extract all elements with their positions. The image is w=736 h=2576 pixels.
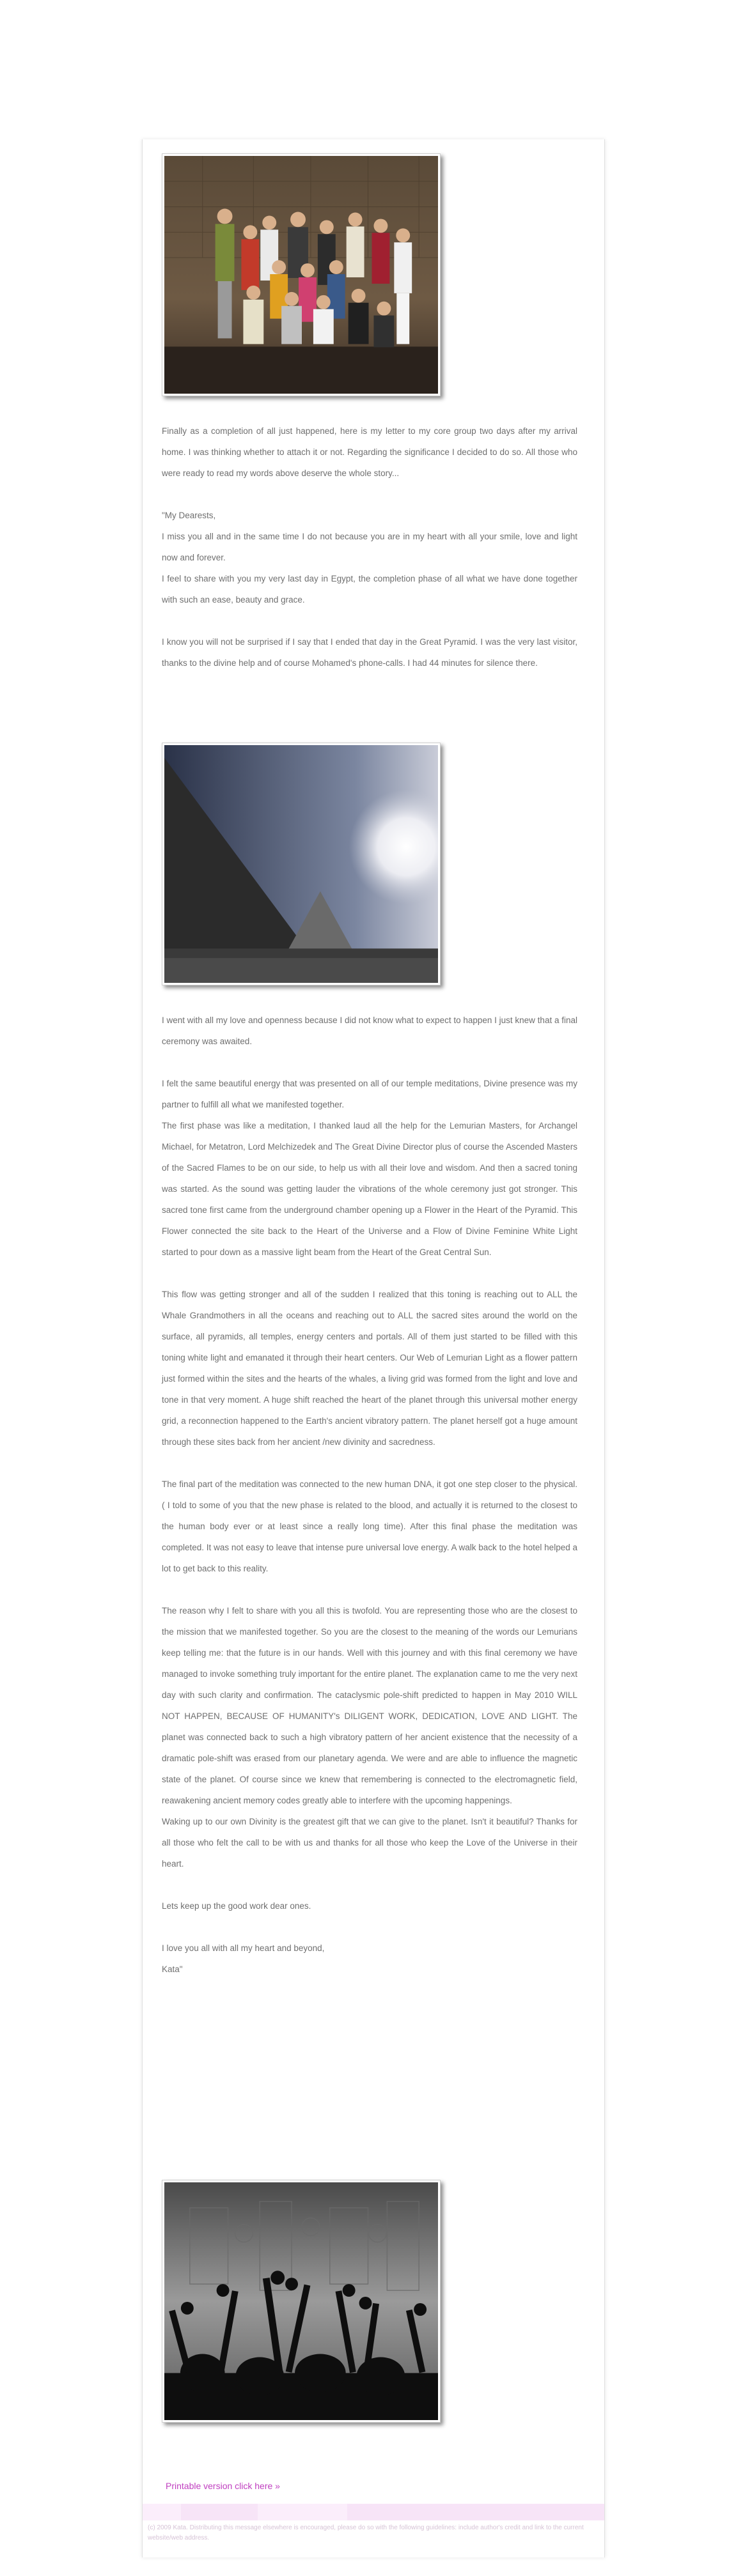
signature-kata: Kata" <box>162 1964 183 1974</box>
paragraph-intro: Finally as a completion of all just happened, here is my letter to my core group two days after my arrival home. I was thinking whether to attach it or not. Regarding the significance I decided to do so. All those who were ready to read my words above deserve the whole story... <box>162 426 577 478</box>
paragraph-flow: This flow was getting stronger and all of the sudden I realized that this toning is reaching out to ALL the Whale Grandmothers in all the oceans and reaching out to ALL the sacred sites around the world on the surface, all pyramids, all temples, energy centers and portals. All of them just started to be filled with this toning white light and emanated it through their heart centers. Our Web of Lemurian Light as a flower pattern just formed within the sites and the hearts of the whales, a living grid was formed from the light and love and tone in that very moment. A huge shift reached the heart of the planet through this universal mother energy grid, a reconnection happened to the Earth's ancient vibratory pattern. The planet herself got a huge amount through these sites back from her ancient /new divinity and sacredness. <box>162 1290 577 1447</box>
footer-bar <box>143 2504 604 2520</box>
paragraph-love-you: I love you all with all my heart and beyond, <box>162 1943 325 1953</box>
intro-paragraph <box>162 420 577 674</box>
paragraph-final-part: The final part of the meditation was connected to the new human DNA, it got one step closer to the physical. ( I told to some of you that the new phase is related to the blood, and actually it is returned to the closest to the human body ever or at least since a really long time). After this final phase the meditation was completed. It was not easy to leave that intense pure universal love energy. A walk back to the hotel helped a lot to get back to this reality. <box>162 1479 577 1573</box>
pyramid-photo <box>162 743 441 985</box>
hands-photo <box>162 2180 441 2423</box>
paragraph-same-energy: I felt the same beautiful energy that was presented on all of our temple meditations, Divine presence was my partner to fulfill all what we manifested together. <box>162 1079 577 1109</box>
footer-note: (c) 2009 Kata. Distributing this message elsewhere is encouraged, please do so with the following guidelines: include author's credit and link to the current website/web address. <box>148 2524 584 2541</box>
paragraph-waking-up: Waking up to our own Divinity is the greatest gift that we can give to the planet. Isn't it beautiful? Thanks for all those who felt the call to be with us and thanks for all those who keep the Love of the Universe in their heart. <box>162 1817 577 1869</box>
paragraph-greeting: "My Dearests, <box>162 511 216 520</box>
group-photo-image <box>164 156 438 394</box>
paragraph-good-work: Lets keep up the good work dear ones. <box>162 1901 311 1911</box>
paragraph-miss-you: I miss you all and in the same time I do not because you are in my heart with all your smile, love and light now and forever. <box>162 532 577 562</box>
paragraph-reason: The reason why I felt to share with you all this is twofold. You are representing those who are the closest to the mission that we manifested together. So you are the closest to the meaning of the words our Lemurians keep telling me: that the future is in our hands. Well with this journey and with this final ceremony we have managed to invoke something truly important for the entire planet. The explanation came to me the very next day with such clarity and confirmation. The cataclysmic pole-shift predicted to happen in May 2010 WILL NOT HAPPEN, BECAUSE OF HUMANITY's DILIGENT WORK, DEDICATION, LOVE AND LIGHT. The planet was connected back to such a high vibratory pattern of her ancient existence that the necessity of a dramatic pole-shift was erased from our planetary agenda. We were and are able to influence the magnetic state of the planet. Of course since we knew that remembering is connected to the electromagnetic field, reawakening ancient memory codes greatly able to interfere with the upcoming happenings. <box>162 1606 577 1805</box>
paragraph-first-phase: The first phase was like a meditation, I thanked laud all the help for the Lemurian Masters, for Archangel Michael, for Metatron, Lord Melchizedek and The Great Divine Director plus of course the Ascended Masters of the Sacred Flames to be on our side, to help us with all their love and wisdom. And then a sacred toning was started. As the sound was getting lauder the vibrations of the whole ceremony just got stronger. This sacred tone first came from the underground chamber opening up a Flower in the Heart of the Pyramid. This Flower connected the site back to the Heart of the Universe and a Flow of Divine Feminine White Light started to pour down as a massive light beam from the Heart of the Great Central Sun. <box>162 1121 577 1257</box>
paragraph-love-openness: I went with all my love and openness because I did not know what to expect to happen I just knew that a final ceremony was awaited. <box>162 1015 577 1046</box>
content-column <box>142 139 605 2557</box>
hands-photo-image <box>164 2182 438 2420</box>
printable-version-link[interactable]: Printable version click here » <box>166 2481 280 2491</box>
paragraph-share: I feel to share with you my very last day in Egypt, the completion phase of all what we have done together with such an ease, beauty and grace. <box>162 574 577 605</box>
ceremony-paragraphs <box>162 1010 577 1980</box>
pyramid-photo-image <box>164 745 438 983</box>
paragraph-great-pyramid: I know you will not be surprised if I say that I ended that day in the Great Pyramid. I was the very last visitor, thanks to the divine help and of course Mohamed's phone-calls. I had 44 minutes for silence there. <box>162 637 577 668</box>
group-photo <box>162 153 441 396</box>
